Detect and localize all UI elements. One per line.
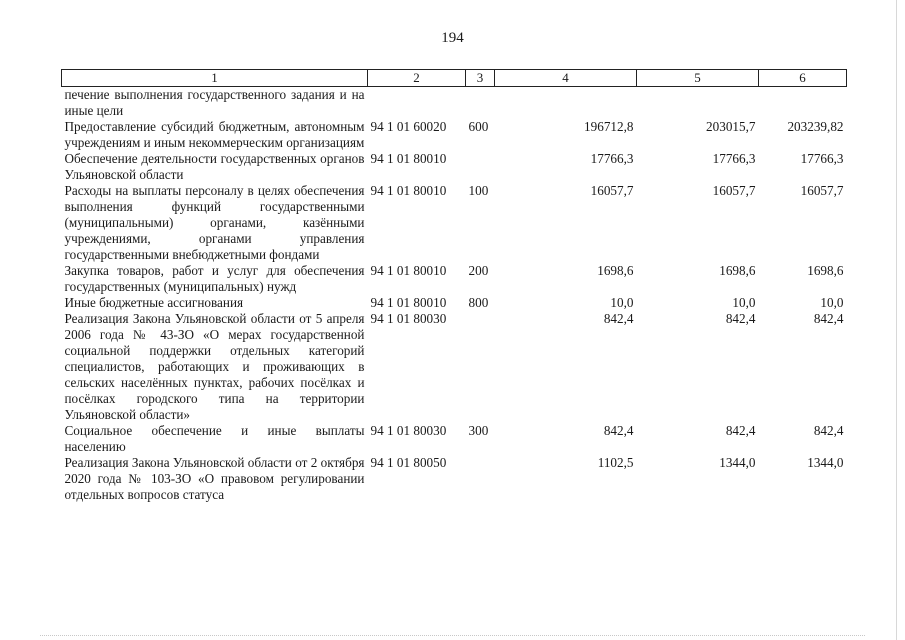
row-code-cell: 94 1 01 80010 bbox=[370, 263, 447, 278]
row-value-year3-cell: 10,0 bbox=[820, 295, 844, 310]
header-col-3: 3 bbox=[466, 70, 495, 87]
row-value-year2-cell: 1698,6 bbox=[719, 263, 756, 278]
row-value-year2-cell: 16057,7 bbox=[712, 183, 756, 198]
row-name-cell: Социальное обеспечение и иные выплаты населению bbox=[64, 423, 365, 454]
row-name-cell: Реализация Закона Ульяновской области от 2 октября 2020 года № 103-ЗО «О правовом регулировании отдельных вопросов статуса bbox=[64, 455, 365, 502]
row-value-year1-cell: 842,4 bbox=[603, 423, 634, 438]
row-value-year1-cell: 1698,6 bbox=[597, 263, 634, 278]
table-row bbox=[62, 311, 847, 423]
page-number: 194 bbox=[441, 30, 464, 46]
row-value-year2-cell: 10,0 bbox=[732, 295, 756, 310]
row-code-cell: 94 1 01 80010 bbox=[370, 183, 447, 198]
row-expense-type-cell: 600 bbox=[468, 119, 489, 134]
row-code-cell: 94 1 01 60020 bbox=[370, 119, 447, 134]
row-expense-type-cell bbox=[466, 87, 495, 120]
row-code-cell: 94 1 01 80050 bbox=[370, 455, 447, 470]
row-value-year2-cell: 203015,7 bbox=[706, 119, 756, 134]
row-value-year3-cell: 842,4 bbox=[813, 423, 844, 438]
row-value-year3-cell: 1344,0 bbox=[807, 455, 844, 470]
table-row bbox=[62, 423, 847, 455]
row-expense-type-cell: 200 bbox=[468, 263, 489, 278]
header-col-2: 2 bbox=[368, 70, 466, 87]
row-value-year3-cell: 16057,7 bbox=[800, 183, 844, 198]
row-code-cell bbox=[368, 87, 466, 120]
table-row bbox=[62, 455, 847, 503]
table-row bbox=[62, 295, 847, 311]
row-value-year2-cell bbox=[637, 87, 759, 120]
row-value-year1-cell: 842,4 bbox=[603, 311, 634, 326]
row-value-year2-cell: 1344,0 bbox=[719, 455, 756, 470]
row-code-cell: 94 1 01 80010 bbox=[370, 295, 447, 310]
table-body bbox=[62, 87, 847, 504]
row-name-cell: Обеспечение деятельности государственных органов Ульяновской области bbox=[64, 151, 365, 182]
row-expense-type-cell bbox=[466, 151, 495, 183]
row-value-year1-cell: 196712,8 bbox=[584, 119, 634, 134]
table-row bbox=[62, 87, 847, 120]
row-value-year2-cell: 842,4 bbox=[725, 311, 756, 326]
row-value-year1-cell bbox=[495, 87, 637, 120]
table-row bbox=[62, 119, 847, 151]
row-value-year1-cell: 16057,7 bbox=[590, 183, 634, 198]
table-header-row bbox=[62, 70, 847, 87]
row-value-year3-cell: 842,4 bbox=[813, 311, 844, 326]
header-col-4: 4 bbox=[495, 70, 637, 87]
budget-table bbox=[61, 69, 847, 503]
row-name-cell: Расходы на выплаты персоналу в целях обеспечения выполнения функций государственными (муниципальными) органами, казёнными учреждениями, органами управления государственными внебюджетными фондами bbox=[64, 183, 365, 262]
table-row bbox=[62, 183, 847, 263]
row-expense-type-cell: 100 bbox=[468, 183, 489, 198]
row-value-year2-cell: 842,4 bbox=[725, 423, 756, 438]
row-name-cell: печение выполнения государственного задания и на иные цели bbox=[64, 87, 365, 118]
row-value-year2-cell: 17766,3 bbox=[712, 151, 756, 166]
scan-bottom-noise bbox=[40, 634, 865, 636]
header-col-5: 5 bbox=[637, 70, 759, 87]
row-value-year1-cell: 17766,3 bbox=[590, 151, 634, 166]
row-code-cell: 94 1 01 80030 bbox=[370, 311, 447, 326]
row-value-year3-cell: 17766,3 bbox=[800, 151, 844, 166]
row-value-year3-cell: 1698,6 bbox=[807, 263, 844, 278]
header-col-6: 6 bbox=[759, 70, 847, 87]
row-name-cell: Реализация Закона Ульяновской области от 5 апреля 2006 года № 43-ЗО «О мерах государственной социальной поддержки отдельных категорий специалистов, работающих и проживающих в сельских населённых пунктах, рабочих посёлках и посёлках городского типа на территории Ульяновской области» bbox=[64, 311, 365, 422]
row-expense-type-cell: 800 bbox=[468, 295, 489, 310]
header-col-1: 1 bbox=[62, 70, 368, 87]
row-value-year1-cell: 1102,5 bbox=[597, 455, 634, 470]
scan-edge-line bbox=[896, 0, 897, 640]
row-value-year1-cell: 10,0 bbox=[610, 295, 634, 310]
row-value-year3-cell bbox=[759, 87, 847, 120]
table-row bbox=[62, 263, 847, 295]
row-name-cell: Иные бюджетные ассигнования bbox=[64, 295, 244, 310]
table-row bbox=[62, 151, 847, 183]
row-value-year3-cell: 203239,82 bbox=[787, 119, 844, 134]
row-name-cell: Предоставление субсидий бюджетным, автономным учреждениям и иным некоммерческим организациям bbox=[64, 119, 365, 150]
row-code-cell: 94 1 01 80030 bbox=[370, 423, 447, 438]
row-expense-type-cell bbox=[466, 311, 495, 423]
row-code-cell: 94 1 01 80010 bbox=[370, 151, 447, 166]
row-name-cell: Закупка товаров, работ и услуг для обеспечения государственных (муниципальных) нужд bbox=[64, 263, 365, 294]
row-expense-type-cell bbox=[466, 455, 495, 503]
row-expense-type-cell: 300 bbox=[468, 423, 489, 438]
